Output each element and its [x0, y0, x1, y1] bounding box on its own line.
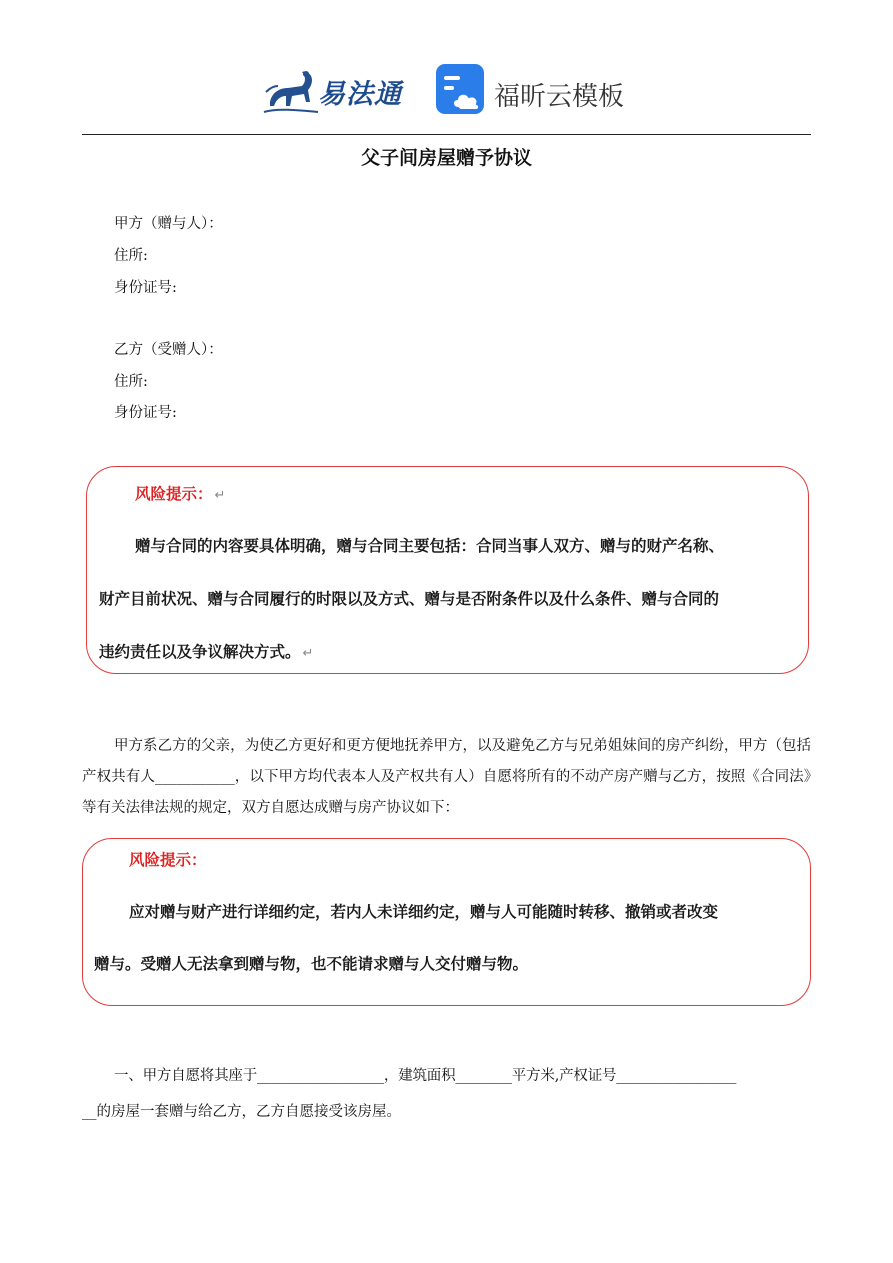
yifatong-logo-text: 易法通	[318, 79, 402, 110]
risk-notice-title: 风险提示：	[129, 851, 207, 869]
party-a-id: 身份证号:	[114, 280, 177, 296]
risk-notice-line: 违约责任以及争议解决方式。 ↵	[99, 643, 314, 661]
party-a-address: 住所:	[114, 248, 148, 264]
foxit-logo-text: 福昕云模板	[494, 82, 625, 112]
risk-notice-line: 赠与合同的内容要具体明确，赠与合同主要包括：合同当事人双方、赠与的财产名称、	[135, 537, 725, 555]
intro-paragraph: 甲方系乙方的父亲，为使乙方更好和更方便地抚养甲方，以及避免乙方与兄弟姐妹间的房产纠纷，甲方（包括产权共有人___________，以下甲方均代表本人及产权共有人）自愿将所有的不动产房产赠与乙方，按照《合同法》等有关法律法规的规定，双方自愿达成赠与房产协议如下：	[82, 738, 811, 816]
clause-1-line: __的房屋一套赠与给乙方，乙方自愿接受该房屋。	[82, 1104, 401, 1120]
return-mark-icon: ↵	[214, 488, 226, 503]
party-a-label: 甲方（赠与人）：	[114, 216, 223, 232]
risk-notice-line: 应对赠与财产进行详细约定，若内人未详细约定，赠与人可能随时转移、撤销或者改变	[129, 903, 719, 921]
risk-notice-line: 财产目前状况、赠与合同履行的时限以及方式、赠与是否附条件以及什么条件、赠与合同的	[99, 590, 720, 608]
foxit-cloud-template-logo	[436, 64, 646, 120]
yifatong-logo	[262, 62, 412, 120]
risk-notice-line: 赠与。受赠人无法拿到赠与物，也不能请求赠与人交付赠与物。	[94, 955, 529, 973]
party-b-label: 乙方（受赠人）：	[114, 342, 223, 358]
risk-notice-title: 风险提示： ↵	[135, 485, 226, 503]
risk-notice-box	[86, 466, 809, 674]
horse-emblem-icon	[262, 62, 322, 120]
clause-1-line: 一、甲方自愿将其座于__________________，建筑面积________平方米,产权证号_________________	[114, 1068, 737, 1084]
document-title: 父子间房屋赠予协议	[360, 147, 532, 169]
return-mark-icon: ↵	[302, 646, 314, 661]
party-b-id: 身份证号:	[114, 405, 177, 421]
header-divider	[82, 134, 811, 135]
header	[0, 58, 893, 124]
cloud-document-icon	[436, 64, 488, 116]
risk-notice-box	[82, 838, 811, 1006]
party-b-address: 住所:	[114, 374, 148, 390]
